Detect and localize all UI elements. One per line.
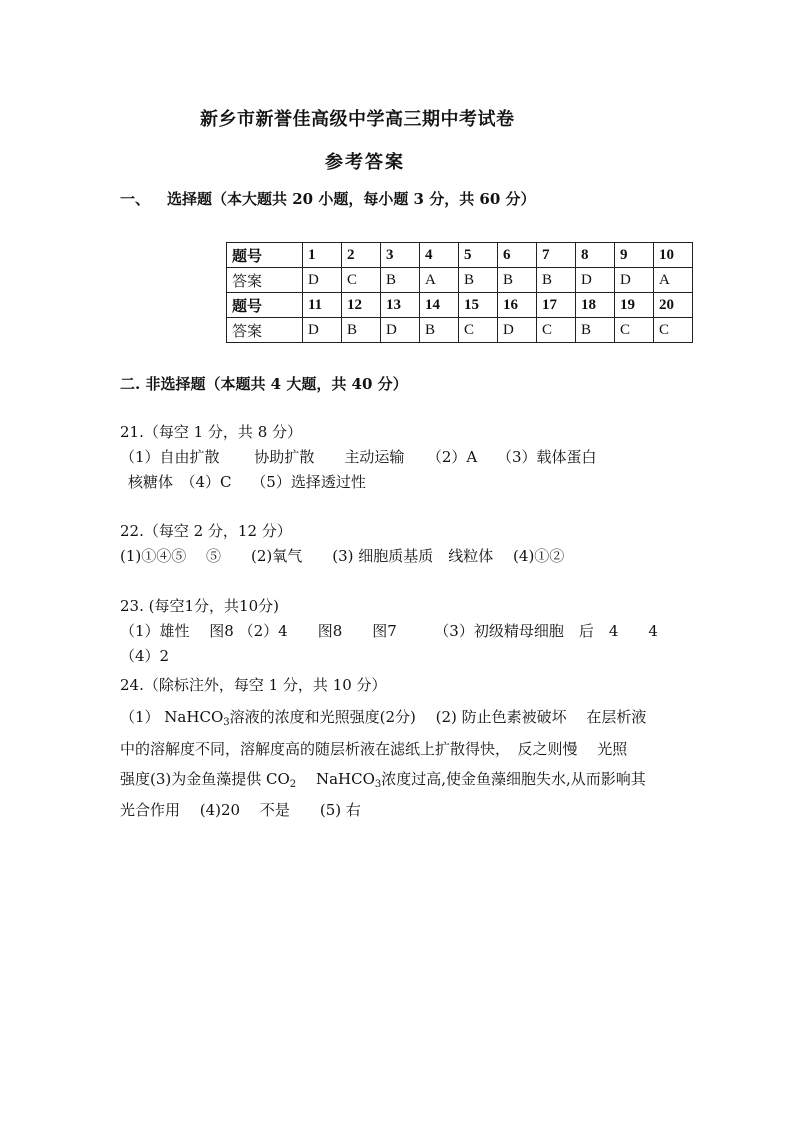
subscript: 2 (289, 779, 297, 790)
section2-heading: 二. 非选择题（本题共 4 大题，共 40 分） (120, 375, 408, 393)
answer-cell: D (303, 318, 342, 343)
row-header-answer: 答案 (227, 268, 303, 293)
question-number: 9 (615, 243, 654, 268)
table-row-numbers-1 (227, 243, 693, 268)
q23-answer-line-2: （4）2 (120, 647, 170, 665)
answer-cell: B (459, 268, 498, 293)
question-number: 2 (342, 243, 381, 268)
answer-cell: C (459, 318, 498, 343)
answer-cell: B (537, 268, 576, 293)
q24-line3-text-c: 浓度过高,使金鱼藻细胞失水,从而影响其 (381, 770, 646, 788)
q24-answer-line-3 (120, 768, 646, 790)
subscript: 3 (223, 717, 230, 728)
q23-header: 23. (每空1分，共10分) (120, 597, 279, 615)
table-row-answers-2 (227, 318, 693, 343)
answer-cell: C (654, 318, 693, 343)
question-number: 12 (342, 293, 381, 318)
q22-header: 22.（每空 2 分，12 分） (120, 522, 292, 540)
q23-answer-line-1: （1）雄性 图8 （2）4 图8 图7 （3）初级精母细胞 后 4 4 (120, 622, 658, 640)
q24-answer-line-1 (120, 706, 646, 728)
q24-answer-line-2: 中的溶解度不同，溶解度高的随层析液在滤纸上扩散得快， 反之则慢 光照 (120, 740, 628, 758)
answer-cell: D (576, 268, 615, 293)
question-number: 14 (420, 293, 459, 318)
question-number: 11 (303, 293, 342, 318)
question-number: 8 (576, 243, 615, 268)
section1-number: 一、 (120, 190, 151, 208)
row-header-answer: 答案 (227, 318, 303, 343)
question-number: 5 (459, 243, 498, 268)
question-number: 10 (654, 243, 693, 268)
question-number: 19 (615, 293, 654, 318)
question-number: 6 (498, 243, 537, 268)
answer-cell: B (342, 318, 381, 343)
q21-header: 21.（每空 1 分，共 8 分） (120, 423, 303, 441)
question-number: 20 (654, 293, 693, 318)
answer-cell: B (498, 268, 537, 293)
answer-cell: D (498, 318, 537, 343)
answer-cell: C (615, 318, 654, 343)
q24-line3-text-a: 强度(3)为金鱼藻提供 CO (120, 770, 290, 788)
page-subtitle: 参考答案 (325, 152, 405, 173)
question-number: 17 (537, 293, 576, 318)
answer-cell: C (342, 268, 381, 293)
question-number: 16 (498, 293, 537, 318)
row-header-number: 题号 (227, 243, 303, 268)
question-number: 18 (576, 293, 615, 318)
answer-cell: B (576, 318, 615, 343)
question-number: 3 (381, 243, 420, 268)
q21-answer-line-2: 核糖体 （4）C （5）选择透过性 (128, 473, 366, 491)
answer-cell: D (381, 318, 420, 343)
q22-answer-line-1: (1)①④⑤ ⑤ (2)氧气 (3) 细胞质基质 线粒体 (4)①② (120, 547, 565, 565)
page-title: 新乡市新誉佳高级中学高三期中考试卷 (200, 109, 515, 130)
subscript: 3 (374, 779, 382, 790)
q24-header: 24.（除标注外，每空 1 分，共 10 分） (120, 676, 387, 694)
answer-cell: B (420, 318, 459, 343)
answer-table (226, 242, 693, 343)
answer-cell: D (303, 268, 342, 293)
question-number: 4 (420, 243, 459, 268)
q21-answer-line-1: （1）自由扩散 协助扩散 主动运输 （2）A （3）载体蛋白 (120, 448, 597, 466)
answer-cell: D (615, 268, 654, 293)
answer-cell: C (537, 318, 576, 343)
table-row-numbers-2 (227, 293, 693, 318)
row-header-number: 题号 (227, 293, 303, 318)
section1-heading: 选择题（本大题共 20 小题，每小题 3 分，共 60 分） (167, 190, 536, 208)
question-number: 15 (459, 293, 498, 318)
q24-answer-line-4: 光合作用 (4)20 不是 (5) 右 (120, 801, 361, 819)
question-number: 1 (303, 243, 342, 268)
question-number: 13 (381, 293, 420, 318)
q24-line3-text-b: NaHCO (296, 770, 375, 788)
q24-line1-text-b: 溶液的浓度和光照强度(2分) (2) 防止色素被破坏 在层析液 (229, 708, 647, 726)
table-row-answers-1 (227, 268, 693, 293)
answer-cell: A (654, 268, 693, 293)
answer-cell: A (420, 268, 459, 293)
q24-line1-text-a: （1） NaHCO (120, 708, 224, 726)
answer-cell: B (381, 268, 420, 293)
question-number: 7 (537, 243, 576, 268)
